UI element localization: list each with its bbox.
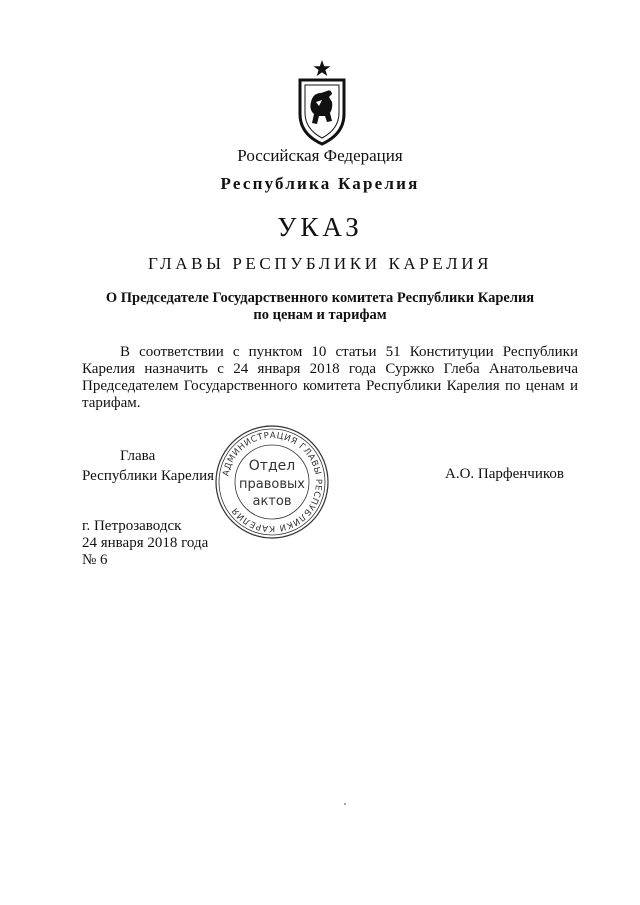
stamp-center-line-2: правовых [239, 477, 305, 492]
footer-place: г. Петрозаводск [82, 518, 182, 534]
signatory-title [82, 446, 214, 486]
signatory-name: А.О. Парфенчиков [445, 466, 564, 482]
body-line-3: Председателем Государственного комитета Республики Карелия по ценам и [82, 378, 578, 394]
karelia-coat-of-arms-icon [296, 58, 348, 146]
republic-name: Республика Карелия [220, 174, 420, 193]
stamp-center-line-3: актов [252, 494, 292, 509]
subject-line-1: О Председателе Государственного комитета Республики Карелия [105, 290, 535, 306]
document-subject [0, 290, 640, 324]
issuer-title: ГЛАВЫ РЕСПУБЛИКИ КАРЕЛИЯ [147, 254, 493, 273]
document-footer [82, 518, 208, 569]
body-line-4: тарифам. [82, 395, 141, 411]
official-stamp-icon [214, 424, 330, 540]
subject-line-2: по ценам и тарифам [253, 307, 387, 323]
country-name: Российская Федерация [237, 146, 403, 165]
stamp-ring-text-path: АДМИНИСТРАЦИЯ ГЛАВЫ РЕСПУБЛИКИ КАРЕЛИЯ [221, 430, 324, 534]
signatory-title-line-1: Глава [120, 448, 156, 464]
signatory-title-line-2: Республики Карелия [82, 468, 215, 484]
decree-body [82, 344, 578, 412]
body-line-1: В соответствии с пунктом 10 статьи 51 Конституции Республики [120, 344, 578, 360]
scan-speck [344, 803, 346, 805]
document-type: УКАЗ [277, 212, 363, 242]
footer-number: № 6 [82, 552, 108, 568]
footer-date: 24 января 2018 года [82, 535, 209, 551]
stamp-center-line-1: Отдел [248, 458, 296, 474]
body-line-2: Карелия назначить с 24 января 2018 года Суржко Глеба Анатольевича [82, 361, 578, 377]
